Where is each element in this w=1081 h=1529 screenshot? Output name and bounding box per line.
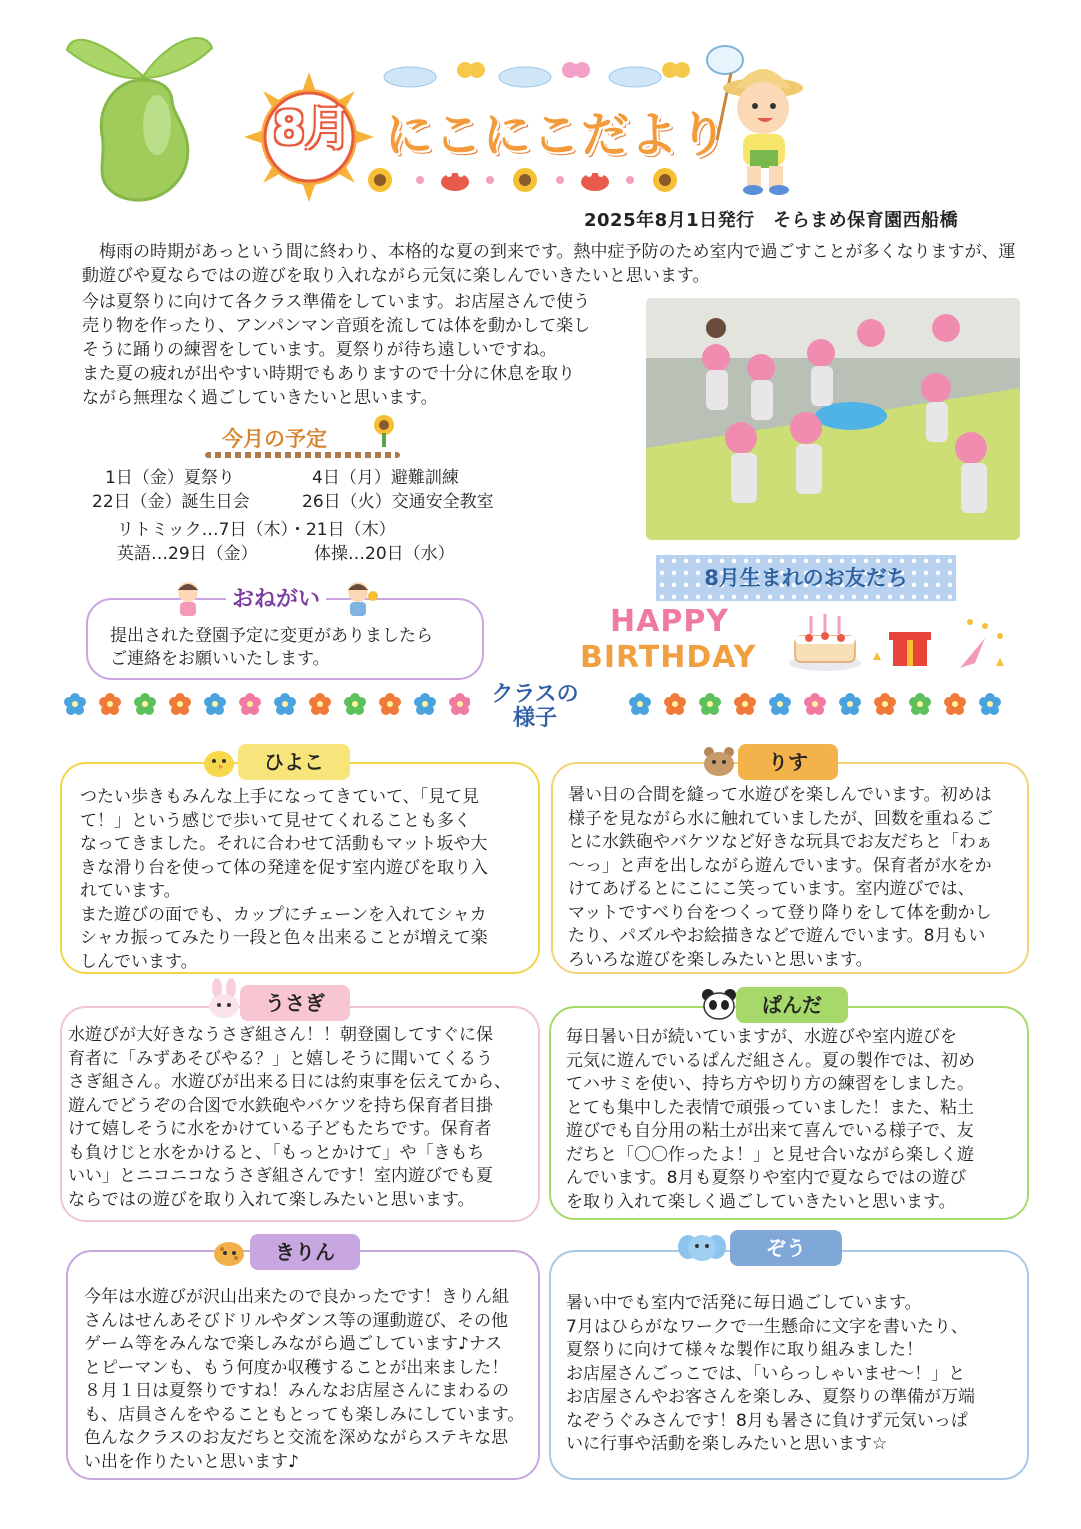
divider-flower bbox=[169, 693, 191, 715]
schedule-title: 今月の予定 bbox=[222, 427, 327, 451]
class-text-usagi: 水遊びが大好きなうさぎ組さん！！朝登園してすぐに保 育者に「みずあそびやる？」と嬉しそうに聞いてくるう さぎ組さん。水遊びが出来る日には約束事を伝えてから、 遊んでどうぞの合図で水鉄砲やバケツを持ち保育者目掛 けて嬉しそうに水をかけている子どもたちです。保育者 も負けじと水をかけると、「もっとかけて」や「きもち いい」とニコニコなうさぎ組さんです！室内遊びでも夏 ならではの遊びを取り入れて楽しみたいと思います。 bbox=[68, 1025, 512, 1210]
squirrel-icon bbox=[700, 744, 738, 778]
class-section-title-line1: クラスの bbox=[491, 682, 579, 707]
class-text-risu: 暑い日の合間を縫って水遊びを楽しんでいます。初めは 様子を見ながら水に触れていましたが、回数を重ねるご とに水鉄砲やバケツなど好きな玩具でお友だちと「わぁ ～っ」と声を出しながら遊んでいます。保育者が水をか けてあげるとにこにこ笑っています。室内遊びでは、 マットですべり台をつくって登り降りをして体を動かし たり、パズルやお絵描きなどで遊んでいます。8月もい ろいろな遊びを楽しみたいと思います。 bbox=[568, 785, 993, 970]
divider-flower bbox=[664, 693, 686, 715]
divider-flower bbox=[804, 693, 826, 715]
child-icon bbox=[168, 578, 208, 618]
panda-icon bbox=[700, 987, 738, 1021]
divider-flower bbox=[99, 693, 121, 715]
divider-flower bbox=[979, 693, 1001, 715]
schedule-traffic-safety: 26日（火）交通安全教室 bbox=[302, 492, 494, 512]
newsletter-month: 8月 bbox=[272, 101, 351, 155]
cake-gift-party-popper-decoration bbox=[785, 608, 1015, 678]
schedule-english: 英語…29日（金） bbox=[117, 544, 258, 564]
class-text-kirin: 今年は水遊びが沢山出来たので良かったです！きりん組 さんはせんあそびドリルやダンス等の運動遊び、その他 ゲーム等をみんなで楽しみながら過ごしています♪ナス とピーマンも、もう何度か収穫することが出来ました！ ８月１日は夏祭りですね！みんなお店屋さんにまわるの も、店員さんをやることもとっても楽しみにしています。 色んなクラスのお友だちと交流を深めながらステキな思 い出を作りたいと思います♪ bbox=[84, 1287, 525, 1472]
divider-flower bbox=[699, 693, 721, 715]
newsletter-title: にこにこだより bbox=[385, 107, 729, 163]
divider-flower bbox=[274, 693, 296, 715]
divider-flower bbox=[309, 693, 331, 715]
children-water-play-photo bbox=[646, 298, 1020, 540]
divider-flower bbox=[344, 693, 366, 715]
intro-paragraph-festival: 今は夏祭りに向けて各クラス準備をしています。お店屋さんで使う 売り物を作ったり、アンパンマン音頭を流しては体を動かして楽し そうに踊りの練習をしています。夏祭りが待ち遠しいですね。 また夏の疲れが出やすい時期でもありますので十分に休息を取り ながら無理なく過ごしていきたいと思います。 bbox=[82, 292, 591, 408]
divider-flower bbox=[449, 693, 471, 715]
divider-flower bbox=[909, 693, 931, 715]
class-tab-risu: りす bbox=[738, 744, 838, 780]
divider-flower bbox=[944, 693, 966, 715]
divider-flower bbox=[629, 693, 651, 715]
divider-flower bbox=[379, 693, 401, 715]
class-text-panda: 毎日暑い日が続いていますが、水遊びや室内遊びを 元気に遊んでいるぱんだ組さん。夏の製作では、初め てハサミを使い、持ち方や切り方の練習をしました。 とても集中した表情で頑張っていました！また、粘土 遊びでも自分用の粘土が出来て喜んでいる様子で、友 だちと「〇〇作ったよ！」と見せ合いながら楽しく遊 んでいます。8月も夏祭りや室内で夏ならではの遊び を取り入れて楽しく過ごしていきたいと思います。 bbox=[566, 1027, 976, 1212]
class-text-zou: 暑い中でも室内で活発に毎日過ごしています。 7月はひらがなワークで一生懸命に文字を書いたり、 夏祭りに向けて様々な製作に取り組みました！ お店屋さんごっこでは、「いらっしゃいませ～！」と お店屋さんやお客さんを楽しみ、夏祭りの準備が万端 なぞうぐみさんです！8月も暑さに負けず元気いっぱ いに行事や活動を楽しみたいと思います☆ bbox=[566, 1293, 976, 1454]
divider-flower bbox=[839, 693, 861, 715]
divider-flower bbox=[134, 693, 156, 715]
request-title: おねがい bbox=[226, 582, 326, 613]
class-section-title bbox=[470, 683, 600, 731]
sunflower-icon bbox=[368, 413, 400, 449]
child-with-flower-icon bbox=[340, 578, 380, 618]
class-tab-hiyoko: ひよこ bbox=[238, 744, 350, 780]
divider-flower bbox=[64, 693, 86, 715]
class-tab-panda: ぱんだ bbox=[736, 987, 848, 1023]
issue-date-and-school: 2025年8月1日発行 そらまめ保育園西船橋 bbox=[584, 210, 959, 231]
class-tab-kirin: きりん bbox=[250, 1234, 360, 1270]
class-tab-usagi: うさぎ bbox=[240, 985, 350, 1021]
happy-text: HAPPY bbox=[610, 604, 730, 639]
birthday-text: BIRTHDAY bbox=[580, 640, 757, 675]
divider-flower bbox=[239, 693, 261, 715]
divider-flower bbox=[414, 693, 436, 715]
class-section-title-line2: 様子 bbox=[512, 706, 557, 731]
clouds-butterflies-decoration bbox=[380, 52, 700, 90]
rabbit-icon bbox=[205, 978, 243, 1020]
class-text-hiyoko: つたい歩きもみんな上手になってきていて、「見て見 て！」という感じで歩いて見せてくれることも多く なってきました。それに合わせて活動もマット坂や大 きな滑り台を使って体の発達を促す室内遊びを取り入 れています。 また遊びの面でも、カップにチェーンを入れてシャカ シャカ振ってみたり一段と色々出来ることが増えて楽 しんでいます。 bbox=[80, 787, 488, 972]
request-text: 提出された登園予定に変更がありましたら ご連絡をお願いいたします。 bbox=[110, 626, 433, 669]
divider-flower bbox=[769, 693, 791, 715]
sunflower-crab-decoration bbox=[355, 165, 695, 195]
giraffe-icon bbox=[210, 1234, 248, 1268]
schedule-rhythmic: リトミック…7日（木）・21日（木） bbox=[117, 520, 396, 540]
divider-flower bbox=[874, 693, 896, 715]
schedule-birthday-party: 22日（金）誕生日会 bbox=[92, 492, 250, 512]
schedule-evacuation-drill: 4日（月）避難訓練 bbox=[312, 468, 459, 488]
schedule-gym: 体操…20日（水） bbox=[314, 544, 455, 564]
divider-flower bbox=[734, 693, 756, 715]
birthday-label: 8月生まれのお友だち bbox=[704, 566, 908, 590]
schedule-summer-festival: 1日（金）夏祭り bbox=[105, 468, 235, 488]
class-tab-zou: ぞう bbox=[730, 1230, 842, 1266]
bean-sprout-logo bbox=[62, 20, 222, 205]
intro-paragraph: 梅雨の時期があっという間に終わり、本格的な夏の到来です。熱中症予防のため室内で過ごすことが多くなりますが、運動遊びや夏ならではの遊びを取り入れながら元気に楽しんでいきたいと思います。 bbox=[82, 242, 1016, 286]
elephant-icon bbox=[676, 1230, 728, 1264]
chick-icon bbox=[200, 744, 238, 778]
child-with-net-illustration bbox=[695, 40, 815, 195]
schedule-underline bbox=[205, 452, 400, 458]
divider-flower bbox=[204, 693, 226, 715]
